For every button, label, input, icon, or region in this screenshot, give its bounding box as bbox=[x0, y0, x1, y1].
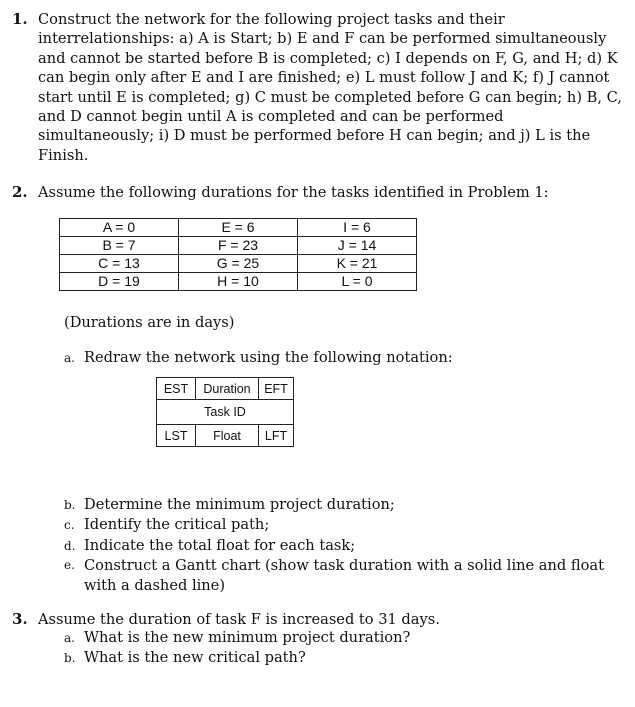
question-2-part-e bbox=[64, 556, 609, 595]
table-row bbox=[60, 273, 417, 291]
duration-cell: I = 6 bbox=[298, 219, 417, 237]
duration-cell: H = 10 bbox=[179, 273, 298, 291]
duration-cell: A = 0 bbox=[60, 219, 179, 237]
part-letter: d. bbox=[64, 538, 76, 553]
duration-cell: E = 6 bbox=[179, 219, 298, 237]
notation-box bbox=[156, 377, 294, 447]
part-letter: b. bbox=[64, 651, 76, 666]
question-2-part-b bbox=[64, 495, 609, 515]
question-1-text: Construct the network for the following project tasks and their interrelationships: a) A is Start; b) E and F can be performed simultaneously and cannot be started before B is completed; c) I depends on F, G, and H; d) K can begin only after E and I are finished; e) L must follow J and K; f) J cannot start until E is completed; g) C must be completed before G can begin; h) B, C, and D cannot begin until A is completed and can be performed simultaneously; i) D must be performed before H can begin; and j) L is the Finish. bbox=[38, 11, 622, 164]
part-text: Determine the minimum project duration; bbox=[84, 496, 395, 513]
duration-cell: B = 7 bbox=[60, 237, 179, 255]
notation-row bbox=[157, 378, 294, 400]
duration-cell: K = 21 bbox=[298, 255, 417, 273]
table-row bbox=[60, 219, 417, 237]
part-letter: e. bbox=[64, 558, 75, 573]
question-3-text: Assume the duration of task F is increased to 31 days. bbox=[38, 611, 440, 628]
duration-cell: C = 13 bbox=[60, 255, 179, 273]
question-2-part-d bbox=[64, 536, 609, 556]
notation-est: EST bbox=[157, 378, 196, 400]
notation-row bbox=[157, 400, 294, 425]
question-3-number: 3. bbox=[12, 610, 28, 628]
duration-cell: J = 14 bbox=[298, 237, 417, 255]
notation-lst: LST bbox=[157, 425, 196, 447]
question-2 bbox=[12, 183, 622, 202]
notation-eft: EFT bbox=[259, 378, 294, 400]
question-1 bbox=[12, 10, 622, 165]
question-2-number: 2. bbox=[12, 183, 28, 201]
part-letter: b. bbox=[64, 498, 76, 512]
duration-cell: L = 0 bbox=[298, 273, 417, 291]
part-text: Construct a Gantt chart (show task duration with a solid line and float with a dashed line) bbox=[84, 557, 604, 594]
notation-lft: LFT bbox=[259, 425, 294, 447]
question-3-part-b bbox=[64, 648, 604, 668]
part-letter: a. bbox=[64, 351, 75, 365]
part-text: Identify the critical path; bbox=[84, 516, 270, 534]
part-letter: a. bbox=[64, 631, 75, 645]
notation-task-id: Task ID bbox=[157, 400, 294, 425]
notation-row bbox=[157, 425, 294, 447]
duration-cell: D = 19 bbox=[60, 273, 179, 291]
notation-float: Float bbox=[196, 425, 259, 447]
duration-cell: G = 25 bbox=[179, 255, 298, 273]
table-row bbox=[60, 255, 417, 273]
part-letter: c. bbox=[64, 518, 75, 533]
notation-duration: Duration bbox=[196, 378, 259, 400]
question-1-number: 1. bbox=[12, 10, 28, 28]
part-text: What is the new critical path? bbox=[84, 649, 306, 667]
question-2-part-a bbox=[64, 348, 604, 368]
durations-note: (Durations are in days) bbox=[64, 314, 235, 331]
duration-cell: F = 23 bbox=[179, 237, 298, 255]
question-3-parts bbox=[64, 628, 604, 669]
durations-table bbox=[59, 218, 417, 291]
part-text: Redraw the network using the following notation: bbox=[84, 349, 453, 366]
part-text: Indicate the total float for each task; bbox=[84, 536, 356, 554]
question-2-text: Assume the following durations for the tasks identified in Problem 1: bbox=[38, 184, 549, 201]
table-row bbox=[60, 237, 417, 255]
question-3 bbox=[12, 610, 622, 629]
question-2-part-c bbox=[64, 515, 609, 535]
part-text: What is the new minimum project duration? bbox=[84, 629, 411, 646]
question-2-parts-b-e bbox=[64, 495, 609, 595]
question-3-part-a bbox=[64, 628, 604, 648]
